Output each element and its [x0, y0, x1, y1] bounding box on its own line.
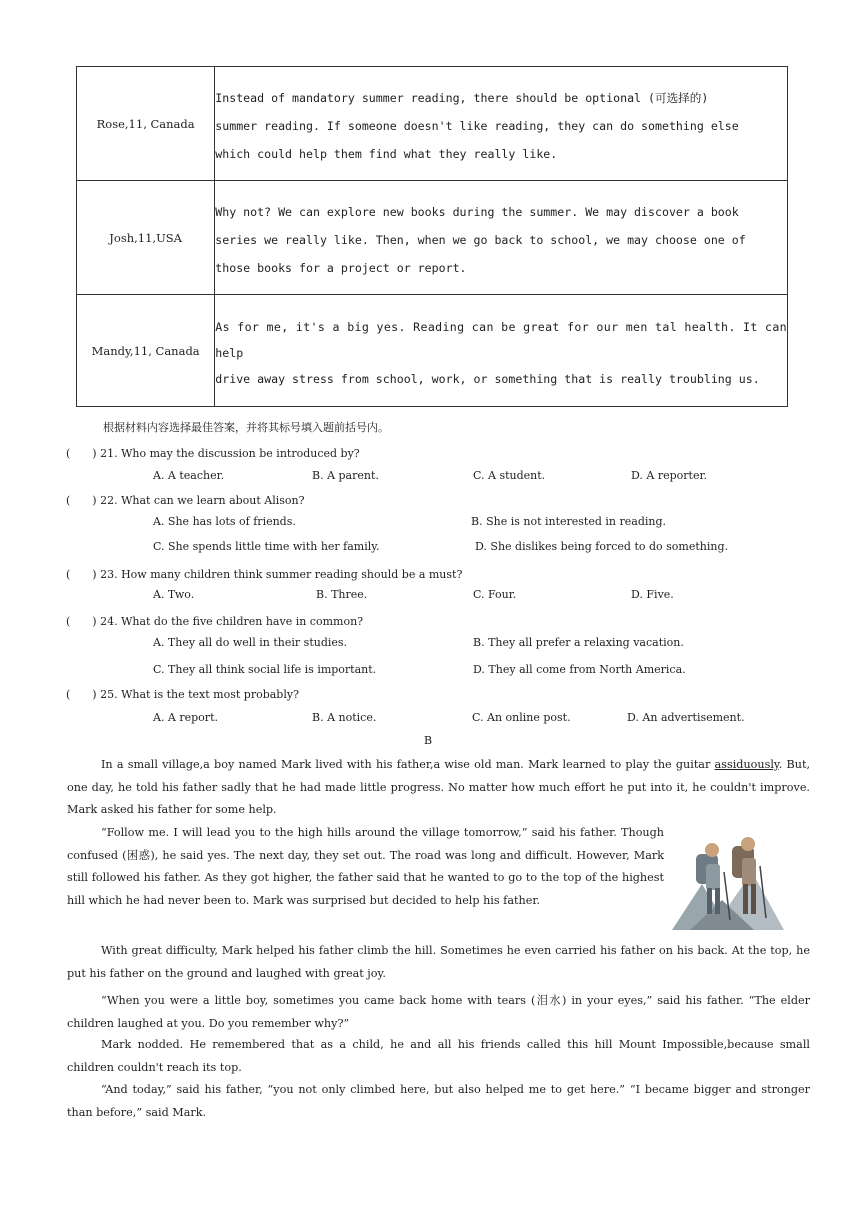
speaker-name: Rose,11, Canada [77, 67, 215, 181]
question-23: ( ) 23. How many children think summer reading should be a must? [66, 568, 463, 581]
instruction: 根据材料内容选择最佳答案，并将其标号填入题前括号内。 [103, 421, 389, 434]
option-23-d: D. Five. [631, 588, 674, 601]
option-25-c: C. An online post. [472, 711, 571, 724]
speaker-name: Josh,11,USA [77, 181, 215, 295]
hikers-illustration-icon [672, 832, 784, 932]
option-24-a: A. They all do well in their studies. [153, 636, 348, 649]
option-22-b: B. She is not interested in reading. [471, 515, 667, 528]
option-24-b: B. They all prefer a relaxing vacation. [473, 636, 684, 649]
underlined-word: assiduously [714, 758, 779, 771]
option-23-c: C. Four. [473, 588, 517, 601]
opinion-text: As for me, it's a big yes. Reading can be great for our men tal health. It can help drive away stress from school, work, or something that is really troubling us. [215, 295, 788, 407]
option-25-b: B. A notice. [312, 711, 377, 724]
speaker-name: Mandy,11, Canada [77, 295, 215, 407]
option-21-a: A. A teacher. [153, 469, 225, 482]
question-22: ( ) 22. What can we learn about Alison? [66, 494, 305, 507]
table-row [77, 67, 788, 181]
question-25: ( ) 25. What is the text most probably? [66, 688, 299, 701]
story-paragraph: In a small village,a boy named Mark lived with his father,a wise old man. Mark learned to play the guitar assiduously. But, one day, he told his father sadly that he had made little progress. No matter how much effort he put into it, he couldn't improve. Mark asked his father for some help. [67, 758, 810, 816]
opinion-text: Instead of mandatory summer reading, there should be optional (可选择的) summer reading. If someone doesn't like reading, they can do something else which could help them find what they really like. [215, 67, 788, 181]
question-21: ( ) 21. Who may the discussion be introduced by? [66, 447, 360, 460]
option-22-d: D. She dislikes being forced to do something. [475, 540, 729, 553]
table-row [77, 295, 788, 407]
option-24-c: C. They all think social life is important. [153, 663, 377, 676]
option-23-a: A. Two. [153, 588, 195, 601]
section-label: B [424, 734, 433, 747]
option-22-c: C. She spends little time with her family. [153, 540, 380, 553]
option-21-c: C. A student. [473, 469, 546, 482]
option-23-b: B. Three. [316, 588, 368, 601]
story-paragraph: With great difficulty, Mark helped his father climb the hill. Sometimes he even carried his father on his back. At the top, he put his father on the ground and laughed with great joy. [67, 944, 810, 980]
option-21-b: B. A parent. [312, 469, 379, 482]
story-paragraph: “When you were a little boy, sometimes you came back home with tears (泪水) in your eyes,” said his father. “The elder children laughed at you. Do you remember why?” [67, 994, 810, 1030]
option-25-d: D. An advertisement. [627, 711, 745, 724]
option-25-a: A. A report. [153, 711, 218, 724]
opinion-table [76, 66, 788, 407]
story-paragraph: Mark nodded. He remembered that as a child, he and all his friends called this hill Mount Impossible,because small children couldn't reach its top. [67, 1038, 810, 1074]
option-21-d: D. A reporter. [631, 469, 708, 482]
option-22-a: A. She has lots of friends. [153, 515, 296, 528]
option-24-d: D. They all come from North America. [473, 663, 686, 676]
question-24: ( ) 24. What do the five children have in common? [66, 615, 364, 628]
table-row [77, 181, 788, 295]
story-paragraph: “Follow me. I will lead you to the high hills around the village tomorrow,” said his father. Though confused (困惑), he said yes. The next day, they set out. The road was long and difficult. However, Mark still followed his father. As they got higher, the father said that he wanted to go to the top of the highest hill which he had never been to. Mark was surprised but decided to help his father. [67, 826, 664, 907]
opinion-text: Why not? We can explore new books during the summer. We may discover a book series we really like. Then, when we go back to school, we may choose one of those books for a project or report. [215, 181, 788, 295]
story-paragraph: “And today,” said his father, “you not only climbed here, but also helped me to get here.” “I became bigger and stronger than before,” said Mark. [67, 1083, 810, 1119]
